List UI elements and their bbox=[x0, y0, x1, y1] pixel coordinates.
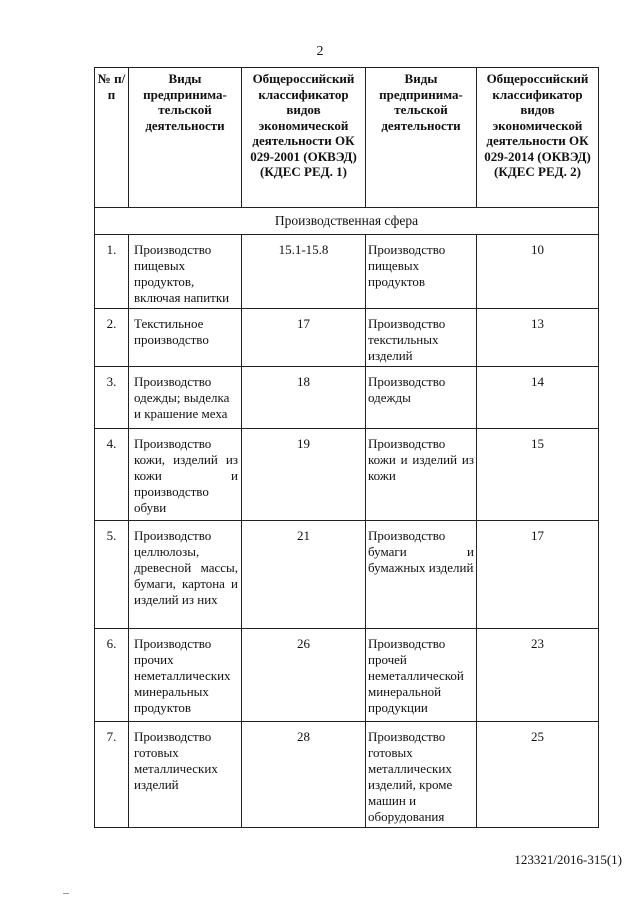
header-okved-2001: Общероссийский классификатор видов экономической деятельности ОК 029-2001 (ОКВЭД) (КДЕС РЕД. 1) bbox=[242, 68, 366, 208]
activity-new-cell: Производство бумаги и бумажных изделий bbox=[366, 521, 477, 629]
code-new-cell: 25 bbox=[477, 722, 599, 828]
code-old-cell: 26 bbox=[242, 629, 366, 722]
activity-new-cell: Производство кожи и изделий из кожи bbox=[366, 429, 477, 521]
header-activity-new: Виды предпринима-тельской деятельности bbox=[366, 68, 477, 208]
code-old-cell: 15.1-15.8 bbox=[242, 235, 366, 309]
document-registration-code: 123321/2016-315(1) bbox=[514, 852, 622, 867]
section-row bbox=[95, 208, 599, 235]
section-title: Производственная сфера bbox=[95, 208, 599, 235]
activity-old-cell: Текстильное производство bbox=[129, 309, 242, 367]
header-okved-2014: Общероссийский классификатор видов экономической деятельности ОК 029-2014 (ОКВЭД) (КДЕС РЕД. 2) bbox=[477, 68, 599, 208]
row-number: 5. bbox=[95, 521, 129, 629]
table-row bbox=[95, 367, 599, 429]
code-old-cell: 18 bbox=[242, 367, 366, 429]
activity-new-cell: Производство прочей неметаллической минеральной продукции bbox=[366, 629, 477, 722]
code-new-cell: 23 bbox=[477, 629, 599, 722]
page-number: 2 bbox=[316, 44, 324, 59]
activity-classifier-table bbox=[94, 67, 599, 828]
code-old-cell: 21 bbox=[242, 521, 366, 629]
activity-old-cell: Производство кожи, изделий из кожи и производство обуви bbox=[129, 429, 242, 521]
activity-old-cell: Производство прочих неметаллических минеральных продуктов bbox=[129, 629, 242, 722]
code-old-cell: 28 bbox=[242, 722, 366, 828]
row-number: 4. bbox=[95, 429, 129, 521]
header-number: № п/п bbox=[95, 68, 129, 208]
table-row bbox=[95, 309, 599, 367]
code-new-cell: 13 bbox=[477, 309, 599, 367]
table-row bbox=[95, 235, 599, 309]
activity-old-cell: Производство одежды; выделка и крашение меха bbox=[129, 367, 242, 429]
activity-old-cell: Производство готовых металлических изделий bbox=[129, 722, 242, 828]
code-old-cell: 17 bbox=[242, 309, 366, 367]
code-new-cell: 17 bbox=[477, 521, 599, 629]
activity-old-cell: Производство целлюлозы, древесной массы, бумаги, картона и изделий из них bbox=[129, 521, 242, 629]
activity-new-cell: Производство одежды bbox=[366, 367, 477, 429]
row-number: 7. bbox=[95, 722, 129, 828]
table-row bbox=[95, 521, 599, 629]
code-old-cell: 19 bbox=[242, 429, 366, 521]
table-header-row bbox=[95, 68, 599, 208]
activity-new-cell: Производство пищевых продуктов bbox=[366, 235, 477, 309]
code-new-cell: 14 bbox=[477, 367, 599, 429]
table-row bbox=[95, 629, 599, 722]
scan-artifact bbox=[63, 893, 69, 894]
activity-new-cell: Производство готовых металлических изделий, кроме машин и оборудования bbox=[366, 722, 477, 828]
row-number: 6. bbox=[95, 629, 129, 722]
code-new-cell: 15 bbox=[477, 429, 599, 521]
row-number: 1. bbox=[95, 235, 129, 309]
table-row bbox=[95, 429, 599, 521]
activity-new-cell: Производство текстильных изделий bbox=[366, 309, 477, 367]
header-activity-old: Виды предпринима-тельской деятельности bbox=[129, 68, 242, 208]
code-new-cell: 10 bbox=[477, 235, 599, 309]
table-row bbox=[95, 722, 599, 828]
row-number: 3. bbox=[95, 367, 129, 429]
activity-old-cell: Производство пищевых продуктов, включая напитки bbox=[129, 235, 242, 309]
row-number: 2. bbox=[95, 309, 129, 367]
